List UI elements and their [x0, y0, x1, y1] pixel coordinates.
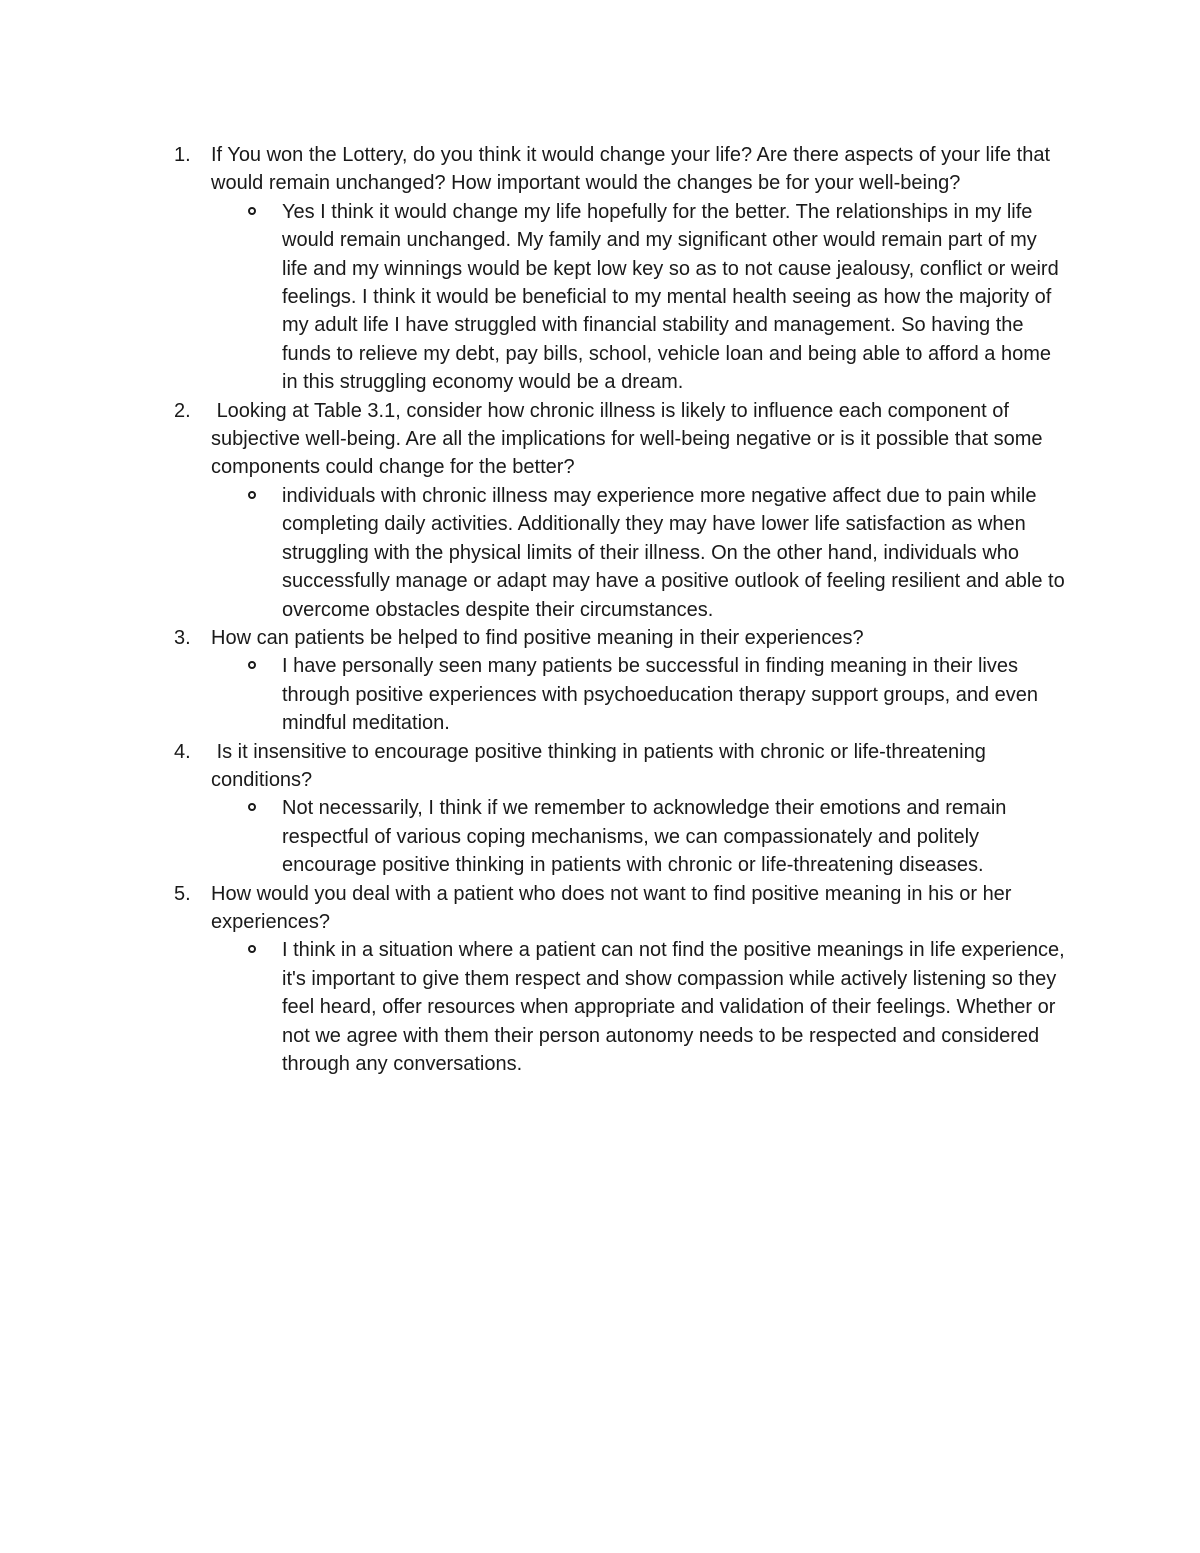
- answer-text: Yes I think it would change my life hopefully for the better. The relationships in my life would remain unchanged. My family and my significant other would remain part of my life and my winnings would be kept low key so as to not cause jealousy, conflict or weird feelings. I think it would be beneficial to my mental health seeing as how the majority of my adult life I have struggled with financial stability and management. So having the funds to relieve my debt, pay bills, school, vehicle loan and being able to afford a home in this struggling economy would be a dream.: [282, 200, 1059, 394]
- answer-bullet: [0, 198, 1200, 397]
- answer-text: I think in a situation where a patient can not find the positive meanings in life experience, it's important to give them respect and show compassion while actively listening so they feel heard, offer resources when appropriate and validation of their feelings. Whether or not we agree with them their person autonomy needs to be respected and considered through any conversations.: [282, 939, 1065, 1075]
- list-item: [0, 397, 1200, 624]
- question-number: 1.: [174, 144, 191, 166]
- hollow-circle-bullet-icon: [248, 945, 256, 953]
- answer-text: individuals with chronic illness may experience more negative affect due to pain while completing daily activities. Additionally they may have lower life satisfaction as when struggling with the physical limits of their illness. On the other hand, individuals who successfully manage or adapt may have a positive outlook of feeling resilient and able to overcome obstacles despite their circumstances.: [282, 484, 1065, 621]
- hollow-circle-bullet-icon: [248, 207, 256, 215]
- list-item: [0, 624, 1200, 738]
- question-number: 5.: [174, 882, 191, 905]
- list-item: [0, 880, 1200, 1079]
- question-number: 4.: [174, 740, 191, 763]
- hollow-circle-bullet-icon: [248, 491, 256, 499]
- answer-bullet: [0, 794, 1200, 879]
- answer-bullet: [0, 936, 1200, 1078]
- question-list: [0, 141, 1200, 1078]
- answer-bullet: [0, 482, 1200, 624]
- answer-text: I have personally seen many patients be successful in finding meaning in their lives through positive experiences with psychoeducation therapy support groups, and even mindful meditation.: [282, 655, 1039, 735]
- hollow-circle-bullet-icon: [248, 661, 256, 669]
- question-text: If You won the Lottery, do you think it would change your life? Are there aspects of your life that would remain unchanged? How important would the changes be for your well-being?: [211, 144, 1056, 195]
- question-text: How would you deal with a patient who does not want to find positive meaning in his or her experiences?: [211, 882, 1018, 933]
- answer-bullet: [0, 652, 1200, 737]
- list-item: [0, 738, 1200, 880]
- question-number: 2.: [174, 399, 191, 422]
- question-text: How can patients be helped to find positive meaning in their experiences?: [211, 626, 864, 649]
- hollow-circle-bullet-icon: [248, 803, 256, 811]
- question-text: Looking at Table 3.1, consider how chronic illness is likely to influence each component of subjective well-being. Are all the implications for well-being negative or is it possible that some components could change for the better?: [211, 399, 1049, 479]
- answer-text: Not necessarily, I think if we remember to acknowledge their emotions and remain respectful of various coping mechanisms, we can compassionately and politely encourage positive thinking in patients with chronic or life-threatening diseases.: [282, 797, 1007, 877]
- question-text: Is it insensitive to encourage positive thinking in patients with chronic or life-threatening conditions?: [211, 740, 992, 791]
- list-item: [0, 141, 1200, 397]
- question-number: 3.: [174, 626, 191, 649]
